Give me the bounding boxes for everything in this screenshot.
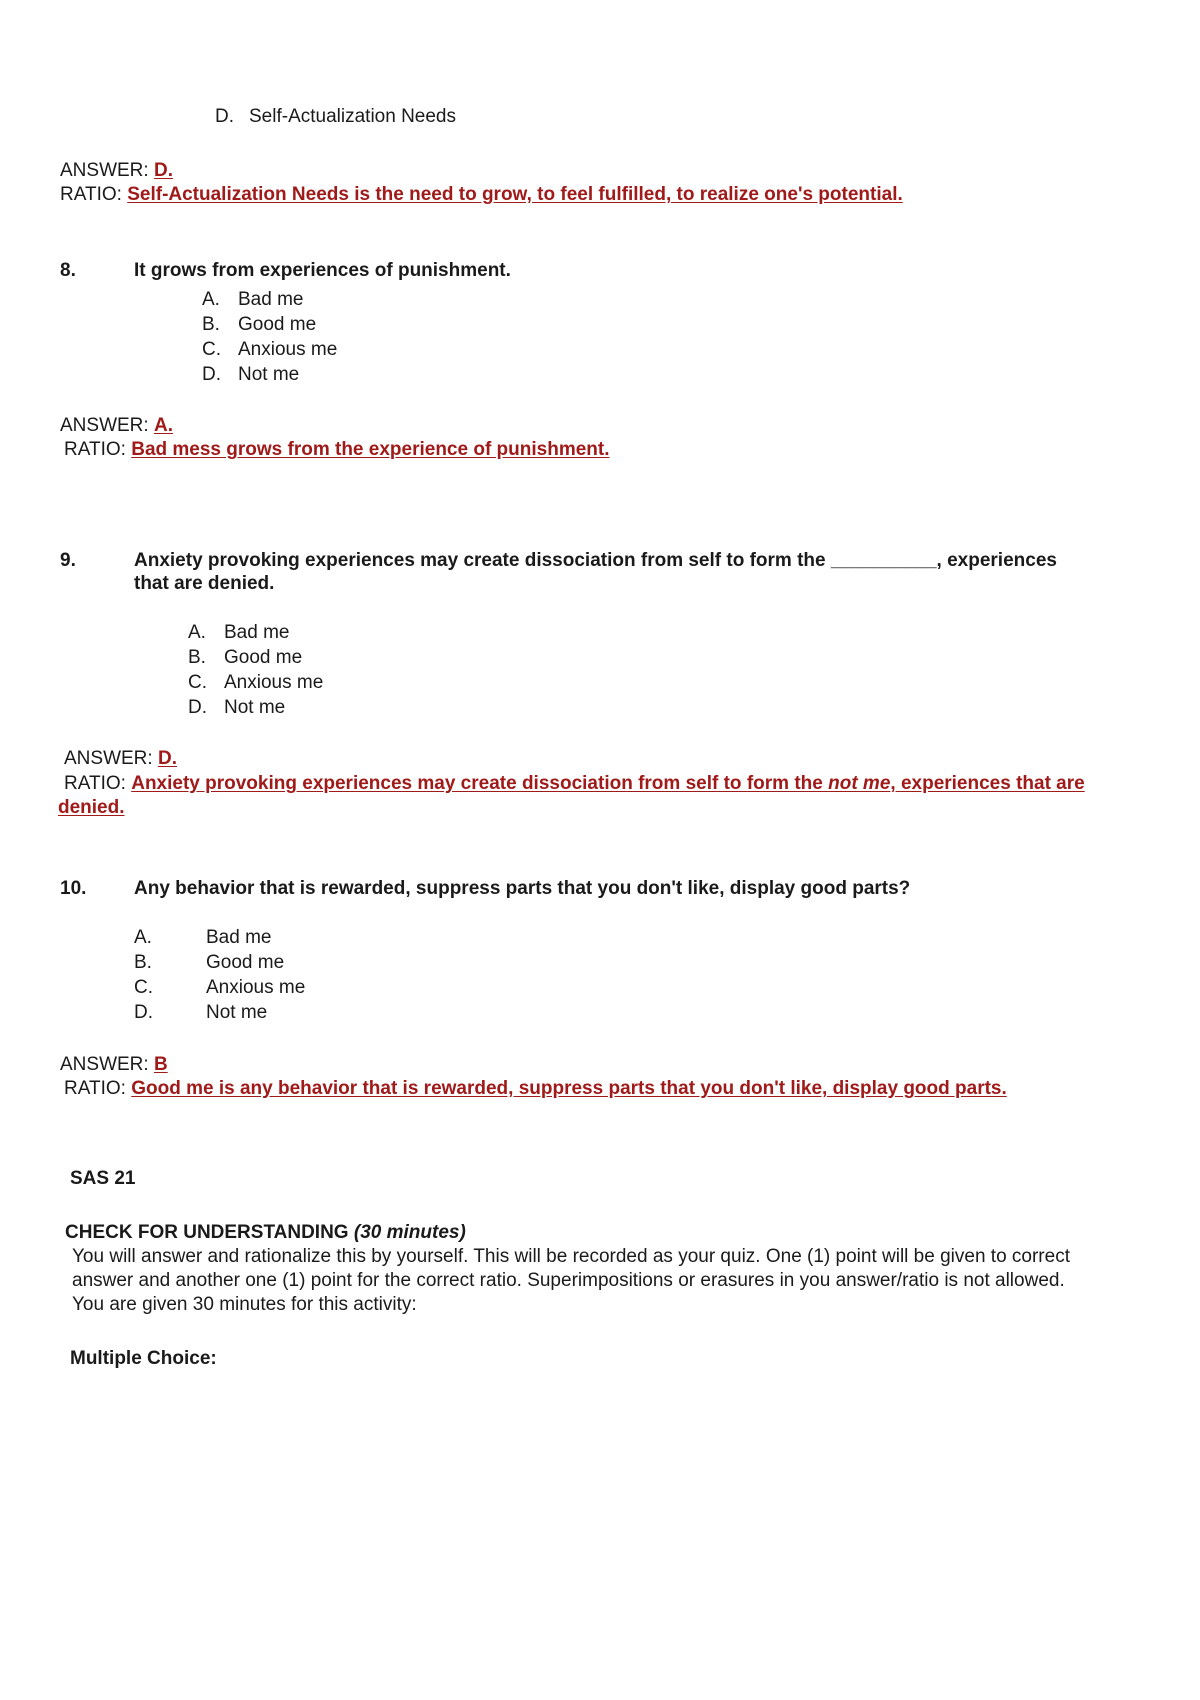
- option-letter: C.: [202, 339, 221, 360]
- ratio-label: RATIO:: [64, 1078, 126, 1099]
- q9-question-line1: Anxiety provoking experiences may create dissociation from self to form the __________, experiences: [134, 550, 1057, 571]
- check-time: (30 minutes): [353, 1222, 466, 1243]
- q8-option-d: [202, 364, 299, 386]
- option-text: Bad me: [224, 622, 290, 643]
- q9-option-d: [188, 697, 285, 719]
- option-text: Not me: [238, 364, 300, 385]
- q9-option-c: [188, 672, 323, 694]
- option-letter: A.: [188, 622, 206, 643]
- answer-label: ANSWER:: [64, 748, 153, 769]
- option-letter: A.: [202, 289, 220, 310]
- q8-option-b: [202, 314, 316, 336]
- q10-question: Any behavior that is rewarded, suppress parts that you don't like, display good parts?: [134, 878, 911, 899]
- answer-value: D.: [153, 160, 173, 181]
- option-letter: C.: [188, 672, 207, 693]
- q10-option-d: [134, 1002, 267, 1024]
- instructions-line2: answer and another one (1) point for the correct ratio. Superimpositions or erasures in you answer/ratio is not allowed.: [72, 1270, 1065, 1291]
- q10-option-c: [134, 977, 305, 999]
- option-text: Self-Actualization Needs: [249, 106, 456, 127]
- option-letter: C.: [134, 977, 153, 998]
- multiple-choice-heading: Multiple Choice:: [70, 1348, 217, 1369]
- ratio-label: RATIO:: [60, 184, 122, 205]
- q10-ratio-line: [64, 1078, 1007, 1100]
- option-text: Anxious me: [238, 339, 338, 360]
- option-text: Not me: [224, 697, 286, 718]
- option-letter: D.: [215, 106, 234, 127]
- option-letter: B.: [188, 647, 206, 668]
- q7-ratio-line: [60, 184, 903, 206]
- ratio-label: RATIO:: [64, 439, 126, 460]
- q9-option-a: [188, 622, 289, 644]
- option-letter: D.: [134, 1002, 153, 1023]
- option-letter: A.: [134, 927, 152, 948]
- option-text: Good me: [238, 314, 317, 335]
- q8-ratio-line: [64, 439, 610, 461]
- q9-question-line2: that are denied.: [134, 573, 275, 594]
- instructions-line1: You will answer and rationalize this by yourself. This will be recorded as your quiz. One (1) point will be given to correct: [72, 1246, 1070, 1267]
- ratio-text-line2: denied.: [58, 797, 125, 818]
- q8-question: It grows from experiences of punishment.: [134, 260, 511, 281]
- answer-value: A.: [153, 415, 173, 436]
- q10-number: 10.: [60, 878, 87, 899]
- q9-ratio-line2: [58, 797, 125, 819]
- answer-value: D.: [157, 748, 177, 769]
- option-text: Not me: [206, 1002, 268, 1023]
- q10-answer-line: [60, 1054, 168, 1076]
- ratio-text-part1: Anxiety provoking experiences may create dissociation from self to form the: [131, 773, 829, 794]
- option-d-self-actualization: [215, 106, 456, 128]
- q8-option-c: [202, 339, 337, 361]
- ratio-text-part2: , experiences that are: [890, 773, 1085, 794]
- q9-number: 9.: [60, 550, 76, 571]
- answer-value: B: [153, 1054, 168, 1075]
- section-title: SAS 21: [70, 1168, 136, 1189]
- option-text: Good me: [206, 952, 285, 973]
- option-letter: B.: [134, 952, 152, 973]
- check-heading-line: [65, 1222, 466, 1244]
- option-text: Bad me: [238, 289, 304, 310]
- instructions-line3: You are given 30 minutes for this activity:: [72, 1294, 417, 1315]
- ratio-text-italic: not me: [828, 773, 891, 794]
- q9-option-b: [188, 647, 302, 669]
- option-letter: D.: [188, 697, 207, 718]
- option-letter: B.: [202, 314, 220, 335]
- answer-label: ANSWER:: [60, 1054, 149, 1075]
- q10-option-b: [134, 952, 284, 974]
- ratio-text: Self-Actualization Needs is the need to grow, to feel fulfilled, to realize one's potential.: [127, 184, 903, 205]
- q9-ratio-line: [64, 773, 1085, 795]
- q9-answer-line: [64, 748, 177, 770]
- q8-answer-line: [60, 415, 173, 437]
- option-text: Good me: [224, 647, 303, 668]
- q10-option-a: [134, 927, 271, 949]
- option-text: Bad me: [206, 927, 272, 948]
- answer-label: ANSWER:: [60, 415, 149, 436]
- q8-option-a: [202, 289, 303, 311]
- check-heading: CHECK FOR UNDERSTANDING: [65, 1222, 349, 1243]
- option-text: Anxious me: [206, 977, 306, 998]
- option-text: Anxious me: [224, 672, 324, 693]
- q7-answer-line: [60, 160, 173, 182]
- option-letter: D.: [202, 364, 221, 385]
- ratio-label: RATIO:: [64, 773, 126, 794]
- ratio-text: Good me is any behavior that is rewarded, suppress parts that you don't like, display good parts.: [131, 1078, 1007, 1099]
- ratio-text: Bad mess grows from the experience of punishment.: [131, 439, 610, 460]
- q8-number: 8.: [60, 260, 76, 281]
- answer-label: ANSWER:: [60, 160, 149, 181]
